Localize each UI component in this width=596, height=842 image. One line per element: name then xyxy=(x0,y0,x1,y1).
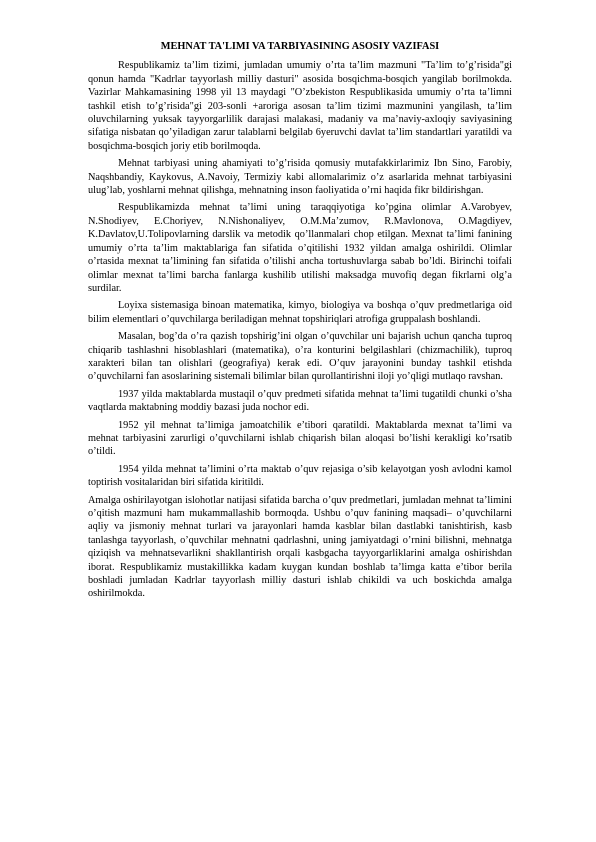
paragraph-project-system: Loyixa sistemasiga binoan matematika, kimyo, biologiya va boshqa o’quv predmetlariga oid bilim elementlari o’quvchilarga beriladigan mehnat topshiriqlari atrofiga gruppalash boshlandi. xyxy=(88,300,512,325)
paragraph-scholars: Respublikamizda mehnat ta’limi uning taraqqiyotiga ko’pgina olimlar A.Varobyev, N.Shodiyev, E.Choriyev, N.Nishonaliyev, O.M.Ma’zumov, R.Mavlonova, O.Magdiyev, K.Davlatov,U.Tolipovlarning darslik va metodik qo’llanmalari chop etilgan. Mexnat ta’limi fanining umumiy o’rta ta’lim maktablariga fan sifatida o’qitilishi 1932 yildan amalga oshirildi. Olimlar o’rtasida mexnat ta’limining fan sifatida o’tilishi ancha tortushuvlarga sabab bo’ldi. Birinchi toifali olimlar mexnat ta’limi barcha fanlarga kushilib utilishi maksadga muvofiq degan fikrlarni olg’a surdilar. xyxy=(88,202,512,294)
paragraph-reforms: Amalga oshirilayotgan islohotlar natijasi sifatida barcha o’quv predmetlari, jumladan mehnat ta’limini o’qitish mazmuni ham mukammallashib bormoqda. Ushbu o’quv fanining maqsadi– o’quvchilarni aqliy va jismoniy mehnat turlari va jarayonlari hamda kasblar bilan dastlabki tanishtirish, kasb tanlashga tayyorlash, o’quvchilar mehnatni qadrlashni, uning jamiyatdagi o’rnini bilishni, mehnatga qiziqish va mehnatsevarlikni shakllantirish orqali kasbgacha tayyorgarliklarini amalga oshirishdan iborat. Respublikamiz mustakillikka kadam kuygan kundan boshlab ta’limga katta e’tibor berila boshladi jumladan Kadrlar tayyorlash milliy dasturi ishlab chikildi va uch boskichda amalga oshirilmokda. xyxy=(88,494,512,600)
paragraph-example: Masalan, bog’da o’ra qazish topshirig’ini olgan o’quvchilar uni bajarish uchun qancha tuproq chiqarib tashlashni hisoblashlari (matematika), o’ra konturini belgilashlari (chizmachilik), tuproq xarakteri bilan tan olishlari (geografiya) kerak edi. O’quv jarayonini bunday tashkil etishda o’quvchilarni fan asoslarining sistemali bilimlar bilan qurollantirishni iloji yo’qligi mutlaqo ravshan. xyxy=(88,331,512,383)
paragraph-thinkers: Mehnat tarbiyasi uning ahamiyati to’g’risida qomusiy mutafakkirlarimiz Ibn Sino, Farobiy, Naqshbandiy, Kaykovus, A.Navoiy, Termiziy kabi allomalarimiz o’z asarlarida mehnat tarbiyasini ulug’lab, yoshlarni mehnat qilishga, mehnatning inson faoliyatida o’rni haqida fikr bildirishgan. xyxy=(88,158,512,197)
document-title: MEHNAT TA'LIMI VA TARBIYASINING ASOSIY VAZIFASI xyxy=(160,41,440,52)
document-page xyxy=(88,40,512,605)
paragraph-intro: Respublikamiz ta’lim tizimi, jumladan umumiy o’rta ta’lim mazmuni "Ta’lim to’g’risida"gi qonun hamda "Kadrlar tayyorlash milliy dasturi" asosida bosqichma-bosqich yangilab borilmokda. Vazirlar Mahkamasining 1998 yil 13 maydagi "O’zbekiston Respublikasida umumiy o’rta ta’limni tashkil etish to’g’risida"gi 203-sonli +aroriga asosan ta’lim tizimi mazmunini yangilash, ta’lim oluvchilarning yuksak tayyorgarlilik darajasi malakasi, madaniy va ma’naviy-axloqiy saviyasining sifatiga nisbatan qo’yiladigan zarur talablarni belgilab 6yeruvchi davlat ta’lim standartlari yaratildi va bosqichma-bosqich joriy etib borilmoqda. xyxy=(88,60,512,152)
paragraph-1937: 1937 yilda maktablarda mustaqil o’quv predmeti sifatida mehnat ta’limi tugatildi chunki o’sha vaqtlarda maktabning moddiy bazasi juda nochor edi. xyxy=(88,388,512,414)
paragraph-1952: 1952 yil mehnat ta’limiga jamoatchilik e’tibori qaratildi. Maktablarda mexnat ta’limi va mehnat tarbiyasini zarurligi o’quvchilarni ishlab chiqarish bilan aloqasi bo’lishi kerakligi ko’rsatib o’tildi. xyxy=(88,419,512,458)
paragraph-1954: 1954 yilda mehnat ta’limini o’rta maktab o’quv rejasiga o’sib kelayotgan yosh avlodni kamol toptirish vositalaridan biri sifatida kiritildi. xyxy=(88,463,512,489)
